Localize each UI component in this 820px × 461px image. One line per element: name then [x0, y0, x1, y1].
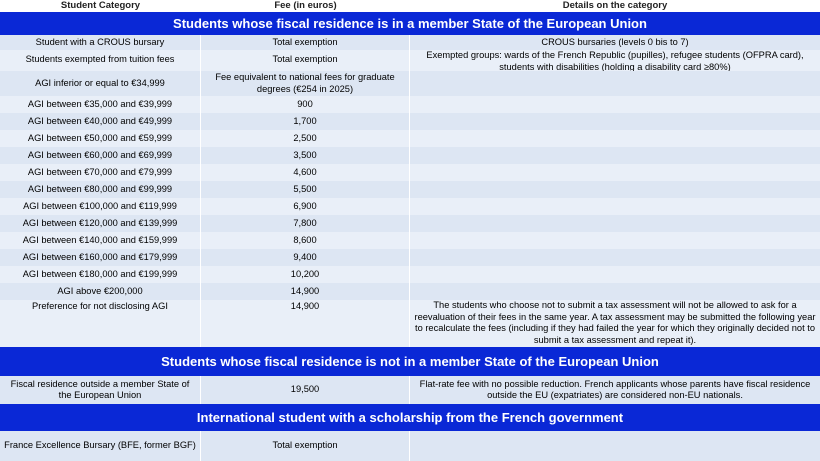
table-row	[0, 376, 820, 404]
table-row	[0, 215, 820, 232]
row-details	[410, 96, 820, 113]
row-details	[410, 198, 820, 215]
row-fee: 7,800	[201, 215, 410, 232]
row-category: AGI between €40,000 and €49,999	[0, 113, 201, 130]
table-row	[0, 71, 820, 96]
table-row	[0, 232, 820, 249]
table-row	[0, 96, 820, 113]
row-category: Students exempted from tuition fees	[0, 50, 201, 71]
row-category: AGI between €120,000 and €139,999	[0, 215, 201, 232]
row-fee: 8,600	[201, 232, 410, 249]
header-fee: Fee (in euros)	[274, 0, 337, 11]
table-row	[0, 35, 820, 50]
row-details	[410, 71, 820, 96]
row-details	[410, 147, 820, 164]
row-fee: Total exemption	[201, 50, 410, 71]
row-details	[410, 181, 820, 198]
row-details: The students who choose not to submit a tax assessment will not be allowed to ask for a reevaluation of their fees in the same year. A tax assessment may be submitted the following year to recalculate the fees (including if they had failed the year for which they originally decided not to submit a tax assessment and repeat it).	[414, 300, 816, 345]
row-fee: 1,700	[201, 113, 410, 130]
table-row	[0, 198, 820, 215]
row-fee: Total exemption	[201, 431, 410, 461]
row-details	[410, 266, 820, 283]
table-row	[0, 130, 820, 147]
row-category: AGI between €70,000 and €79,999	[0, 164, 201, 181]
section-title-non-eu: Students whose fiscal residence is not in a member State of the European Union	[0, 347, 820, 376]
row-fee: 6,900	[201, 198, 410, 215]
row-details	[410, 215, 820, 232]
section-title-eu: Students whose fiscal residence is in a member State of the European Union	[0, 12, 820, 35]
row-fee: 9,400	[201, 249, 410, 266]
row-fee: Total exemption	[201, 35, 410, 50]
table-row	[0, 300, 820, 347]
row-category: AGI between €50,000 and €59,999	[0, 130, 201, 147]
row-category: AGI between €100,000 and €119,999	[0, 198, 201, 215]
table-row	[0, 50, 820, 71]
row-category: AGI above €200,000	[0, 283, 201, 300]
table-row	[0, 113, 820, 130]
row-details	[410, 232, 820, 249]
row-category: AGI inferior or equal to €34,999	[0, 71, 201, 96]
row-details: Exempted groups: wards of the French Republic (pupilles), refugee students (OFPRA card), students with disabilities (holding a disability card ≥80%)	[426, 50, 804, 72]
row-category: AGI between €60,000 and €69,999	[0, 147, 201, 164]
row-category: Student with a CROUS bursary	[0, 35, 201, 50]
row-category: AGI between €80,000 and €99,999	[0, 181, 201, 198]
table-row	[0, 147, 820, 164]
row-category: France Excellence Bursary (BFE, former BGF)	[0, 431, 201, 461]
row-fee: 4,600	[201, 164, 410, 181]
header-details: Details on the category	[562, 0, 668, 11]
row-fee: 3,500	[201, 147, 410, 164]
table-row	[0, 283, 820, 300]
row-details	[410, 164, 820, 181]
row-fee: 2,500	[201, 130, 410, 147]
row-details	[410, 249, 820, 266]
table-header	[0, 0, 820, 12]
row-category: AGI between €35,000 and €39,999	[0, 96, 201, 113]
section-title-scholarship: International student with a scholarship from the French government	[0, 404, 820, 431]
row-fee: Fee equivalent to national fees for graduate degrees (€254 in 2025)	[201, 71, 410, 96]
header-category: Student Category	[60, 0, 141, 11]
row-details	[410, 130, 820, 147]
row-category: AGI between €140,000 and €159,999	[0, 232, 201, 249]
row-category: AGI between €180,000 and €199,999	[0, 266, 201, 283]
row-details: CROUS bursaries (levels 0 bis to 7)	[541, 36, 689, 47]
table-row	[0, 249, 820, 266]
row-category: Preference for not disclosing AGI	[0, 300, 201, 347]
row-details	[410, 431, 820, 461]
row-fee: 14,900	[201, 283, 410, 300]
row-fee: 14,900	[201, 300, 410, 347]
row-fee: 900	[201, 96, 410, 113]
table-row	[0, 164, 820, 181]
row-fee: 5,500	[201, 181, 410, 198]
row-details	[410, 283, 820, 300]
row-category: Fiscal residence outside a member State of the European Union	[0, 376, 201, 404]
table-row	[0, 266, 820, 283]
table-row	[0, 181, 820, 198]
row-fee: 10,200	[201, 266, 410, 283]
row-details: Flat-rate fee with no possible reduction. French applicants whose parents have fiscal residence outside the EU (expatriates) are considered non-EU nationals.	[419, 378, 811, 400]
row-fee: 19,500	[201, 376, 410, 404]
row-details	[410, 113, 820, 130]
row-category: AGI between €160,000 and €179,999	[0, 249, 201, 266]
table-row	[0, 431, 820, 461]
